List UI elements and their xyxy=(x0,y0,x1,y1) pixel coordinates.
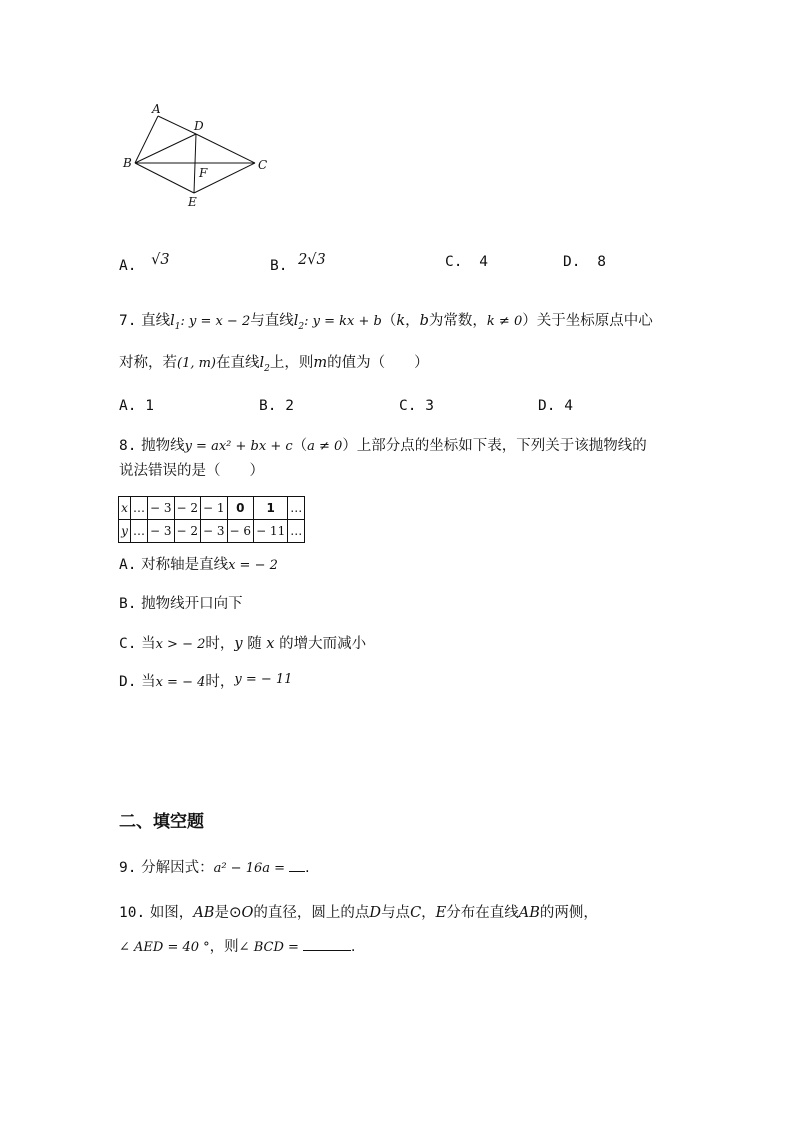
question-number: 10. xyxy=(119,905,146,921)
q8-option-c xyxy=(119,632,366,653)
q8-option-a xyxy=(119,553,278,574)
math: ∠ BCD = xyxy=(238,940,299,955)
option-value: 8 xyxy=(597,254,606,270)
circle-symbol: ⊙ xyxy=(228,903,242,921)
table-cell: x xyxy=(119,497,131,520)
text: 对称轴是直线 xyxy=(141,557,229,573)
option-key: C. xyxy=(445,254,463,270)
option-value: √3 xyxy=(151,252,170,268)
option-key: A. xyxy=(119,398,137,414)
text: 抛物线 xyxy=(141,438,185,454)
math-l2: l xyxy=(259,355,265,371)
q10-line1 xyxy=(119,901,598,922)
math-m: m xyxy=(313,355,328,371)
text: 上，则 xyxy=(269,355,314,371)
text: 分解因式： xyxy=(141,860,214,876)
math: a² − 16a = xyxy=(213,861,286,876)
table-cell: … xyxy=(131,520,148,543)
q9-line xyxy=(119,856,310,877)
q7-option-c xyxy=(399,398,434,414)
answer-blank[interactable] xyxy=(303,936,351,951)
text: ， xyxy=(405,313,420,329)
math-point: (1, m) xyxy=(177,356,217,371)
label-a: A xyxy=(152,102,161,116)
text: 直线 xyxy=(141,313,171,329)
math-eq2: : y = kx + b xyxy=(304,314,382,329)
table-cell: − 11 xyxy=(254,520,288,543)
math-eq1: : y = x − 2 xyxy=(180,314,251,329)
label-c: C xyxy=(258,158,268,172)
text: 的两侧， xyxy=(539,905,598,921)
table-cell: − 6 xyxy=(227,520,254,543)
q6-option-c xyxy=(445,254,488,270)
text: （ xyxy=(292,438,308,454)
text: 随 xyxy=(247,636,262,652)
text: 如图， xyxy=(149,905,194,921)
math-parabola: y = ax² + bx + c xyxy=(184,439,293,454)
label-d: D xyxy=(194,119,204,133)
text: 的增大而减小 xyxy=(279,636,367,652)
q6-option-a xyxy=(119,252,170,274)
text: （ xyxy=(381,313,397,329)
text: ）关于坐标原点中心 xyxy=(522,313,653,329)
text: 与直线 xyxy=(250,313,294,329)
math: AB xyxy=(193,905,215,921)
math-k-ne-0: k ≠ 0 xyxy=(486,314,523,329)
text: ）上部分点的坐标如下表，下列关于该抛物线的 xyxy=(342,438,647,454)
geometry-figure xyxy=(115,100,280,210)
math: O xyxy=(241,905,254,921)
text: 当 xyxy=(141,674,156,690)
option-key: C. xyxy=(399,398,417,414)
segment-bd xyxy=(135,134,196,163)
table-cell: 0 xyxy=(227,497,254,520)
option-value: 1 xyxy=(145,398,154,414)
section-title: 二、填空题 xyxy=(119,812,204,832)
q10-line2 xyxy=(119,935,356,956)
text: . xyxy=(305,860,310,876)
table-cell: − 2 xyxy=(174,497,201,520)
option-value: 2√3 xyxy=(298,252,326,268)
math: x = − 2 xyxy=(228,558,278,573)
value-table xyxy=(118,496,305,543)
math-a-ne-0: a ≠ 0 xyxy=(307,439,343,454)
math: C xyxy=(410,905,422,921)
text: 的值为（ ） xyxy=(327,355,429,371)
math: D xyxy=(369,905,382,921)
q7-line2 xyxy=(119,351,429,374)
label-b: B xyxy=(123,156,132,170)
math-sub: 1 xyxy=(174,321,181,332)
table-cell: − 2 xyxy=(174,520,201,543)
math-x: x xyxy=(266,636,275,652)
question-number: 8. xyxy=(119,438,137,454)
q8-option-d xyxy=(119,670,292,691)
text: . xyxy=(350,939,356,955)
math: E xyxy=(435,905,447,921)
math-k: k xyxy=(396,313,406,329)
text: 为常数， xyxy=(428,313,487,329)
table-cell: … xyxy=(131,497,148,520)
option-key: D. xyxy=(119,674,137,690)
q8-line2: 说法错误的是（ ） xyxy=(119,463,264,479)
math-sub: 2 xyxy=(298,321,305,332)
table-cell: − 3 xyxy=(148,520,175,543)
segment-ab xyxy=(135,116,158,163)
option-key: A. xyxy=(119,557,137,573)
table-cell: y xyxy=(119,520,131,543)
q7-line1 xyxy=(119,309,653,332)
table-cell: − 3 xyxy=(148,497,175,520)
math-l2: l xyxy=(293,313,299,329)
q8-option-b xyxy=(119,592,243,613)
table-cell: − 3 xyxy=(201,520,228,543)
q7-option-a xyxy=(119,398,154,414)
table-cell: − 1 xyxy=(201,497,228,520)
option-key: D. xyxy=(563,254,581,270)
math: x > − 2 xyxy=(155,637,206,652)
segment-ad xyxy=(158,116,196,134)
math: x = − 4 xyxy=(155,675,206,690)
segment-dc xyxy=(196,134,255,163)
option-key: B. xyxy=(259,398,277,414)
text: 在直线 xyxy=(216,355,260,371)
q6-option-d xyxy=(563,254,606,270)
q6-option-b xyxy=(270,252,326,274)
q7-option-b xyxy=(259,398,294,414)
text: 对称，若 xyxy=(119,355,177,371)
option-value: 3 xyxy=(425,398,434,414)
math-l1: l xyxy=(170,313,175,329)
table-cell: 1 xyxy=(254,497,288,520)
option-key: D. xyxy=(538,398,556,414)
text: 是 xyxy=(214,905,229,921)
table-cell: … xyxy=(288,497,305,520)
text: 分布在直线 xyxy=(446,905,519,921)
q8-line1 xyxy=(119,434,647,455)
table-row xyxy=(119,497,305,520)
text: 与点 xyxy=(381,905,411,921)
option-value: 2 xyxy=(285,398,294,414)
math: ∠ AED = 40 ° xyxy=(119,940,210,955)
segment-be xyxy=(135,163,194,193)
text: 时， xyxy=(205,674,235,690)
math: AB xyxy=(518,905,540,921)
math-y: y xyxy=(234,636,243,652)
math-sub: 2 xyxy=(264,363,270,374)
label-e: E xyxy=(188,195,197,209)
math-b: b xyxy=(419,313,429,329)
text: 抛物线开口向下 xyxy=(141,596,243,612)
text: ， xyxy=(421,905,436,921)
option-value: 4 xyxy=(479,254,488,270)
math: y = − 11 xyxy=(234,672,293,687)
option-key: B. xyxy=(119,596,137,612)
q7-option-d xyxy=(538,398,573,414)
text: ，则 xyxy=(209,939,239,955)
question-number: 7. xyxy=(119,313,137,329)
text: 时， xyxy=(205,636,235,652)
table-cell: … xyxy=(288,520,305,543)
text: 当 xyxy=(141,636,156,652)
option-key: C. xyxy=(119,636,137,652)
option-key: A. xyxy=(119,258,137,274)
answer-blank[interactable] xyxy=(289,857,305,872)
question-number: 9. xyxy=(119,860,137,876)
text: 的直径，圆上的点 xyxy=(253,905,370,921)
label-f: F xyxy=(199,166,208,180)
option-value: 4 xyxy=(564,398,573,414)
option-key: B. xyxy=(270,258,288,274)
table-row xyxy=(119,520,305,543)
